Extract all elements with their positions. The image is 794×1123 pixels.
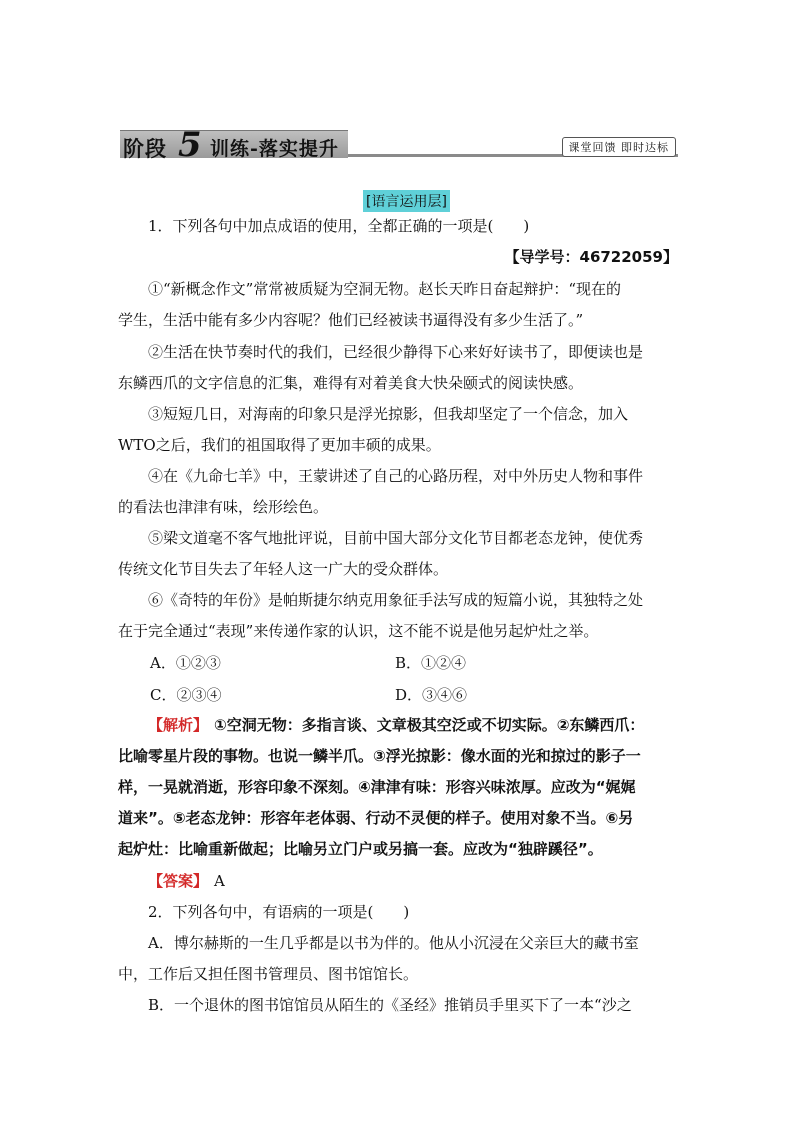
q1-item-line: 传统文化节目失去了年轻人这一广大的受众群体。 xyxy=(118,560,449,578)
answer-line xyxy=(118,871,678,891)
q1-item-line: ①“新概念作文”常常被质疑为空洞无物。赵长天昨日奋起辩护：“现在的 xyxy=(148,280,622,298)
banner-tag: 课堂回馈 即时达标 xyxy=(562,137,677,157)
answer-value: A xyxy=(214,872,225,890)
q2-line: 中，工作后又担任图书管理员、图书馆馆长。 xyxy=(118,965,419,983)
option-d: D．③④⑥ xyxy=(395,686,468,704)
section-banner xyxy=(120,125,678,165)
option-a: A．①②③ xyxy=(150,654,221,672)
q1-item-line: ②生活在快节奏时代的我们，已经很少静得下心来好好读书了，即便读也是 xyxy=(148,343,644,361)
option-b: B．①②④ xyxy=(395,654,467,672)
analysis-line: 起炉灶：比喻重新做起；比喻另立门户或另搞一套。应改为“独辟蹊径”。 xyxy=(118,840,603,858)
answer-label: 【答案】 xyxy=(148,872,209,890)
stage-label: 阶段 xyxy=(123,136,167,161)
q1-item-line: WTO之后，我们的祖国取得了更加丰硕的成果。 xyxy=(118,436,441,454)
stage-number: 5 xyxy=(178,125,202,165)
option-c: C．②③④ xyxy=(150,686,222,704)
q1-item-line: 东鳞西爪的文字信息的汇集，难得有对着美食大快朵颐式的阅读快感。 xyxy=(118,374,584,392)
q1-item-line: ④在《九命七羊》中，王蒙讲述了自己的心路历程，对中外历史人物和事件 xyxy=(148,467,644,485)
analysis-label: 【解析】 xyxy=(148,716,209,734)
question-2-stem: 2．下列各句中，有语病的一项是( ) xyxy=(148,903,410,921)
analysis-line: 【解析】 ①空洞无物：多指言谈、文章极其空泛或不切实际。②东鳞西爪： xyxy=(148,716,645,734)
q1-item-line: 在于完全通过“表现”来传递作家的认识，这不能不说是他另起炉灶之举。 xyxy=(118,622,599,640)
q1-item-line: ⑥《奇特的年份》是帕斯捷尔纳克用象征手法写成的短篇小说，其独特之处 xyxy=(148,591,644,609)
analysis-line: 比喻零星片段的事物。也说一鳞半爪。③浮光掠影：像水面的光和掠过的影子一 xyxy=(118,747,641,765)
q1-item-line: 学生，生活中能有多少内容呢？他们已经被读书逼得没有多少生活了。” xyxy=(118,311,584,329)
section-label: [语言运用层] xyxy=(363,190,450,212)
banner-title: 训练-落实提升 xyxy=(210,138,339,160)
analysis-line: 样，一晃就消逝，形容印象不深刻。④津津有味：形容兴味浓厚。应改为“娓娓 xyxy=(118,778,636,796)
q1-item-line: 的看法也津津有味，绘形绘色。 xyxy=(118,498,329,516)
q1-item-line: ⑤梁文道毫不客气地批评说，目前中国大部分文化节目都老态龙钟，使优秀 xyxy=(148,529,644,547)
q2-line: A．博尔赫斯的一生几乎都是以书为伴的。他从小沉浸在父亲巨大的藏书室 xyxy=(148,934,639,952)
q2-line: B．一个退休的图书馆馆员从陌生的《圣经》推销员手里买下了一本“沙之 xyxy=(148,996,632,1014)
question-1-stem: 1．下列各句中加点成语的使用，全都正确的一项是( ) xyxy=(148,217,530,235)
guide-number: 【导学号：46722059】 xyxy=(504,248,678,266)
analysis-line: 道来”。⑤老态龙钟：形容年老体弱、行动不灵便的样子。使用对象不当。⑥另 xyxy=(118,809,634,827)
q1-item-line: ③短短几日，对海南的印象只是浮光掠影，但我却坚定了一个信念，加入 xyxy=(148,405,629,423)
